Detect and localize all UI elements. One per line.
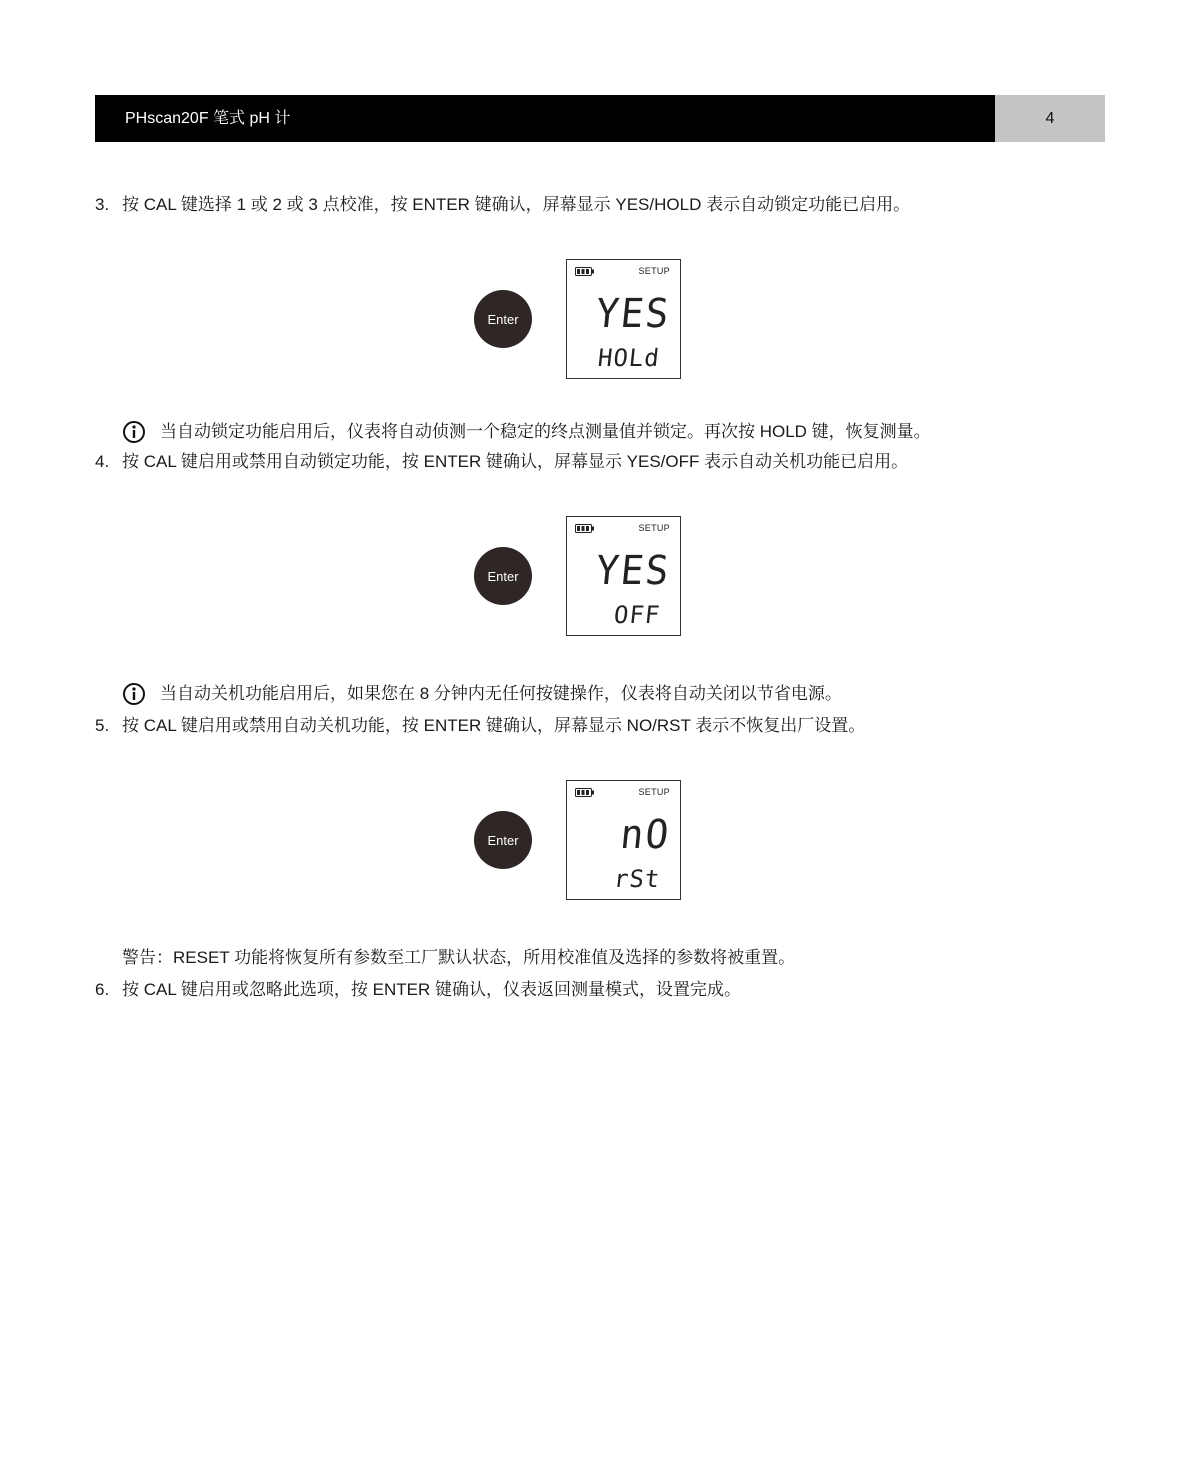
sub-readout: OFF — [612, 601, 662, 629]
step-number: 5. — [95, 716, 110, 735]
step-number: 4. — [95, 452, 110, 471]
setup-indicator: SETUP — [638, 523, 670, 533]
step-text: 按 CAL 键启用或忽略此选项，按 ENTER 键确认，仪表返回测量模式，设置完成。 — [122, 980, 741, 999]
sub-readout: HOLd — [596, 344, 662, 372]
battery-full-icon — [575, 524, 595, 533]
enter-button: Enter — [474, 290, 532, 348]
step-number: 6. — [95, 980, 110, 999]
manual-title: PHscan20F 笔式 pH 计 — [95, 95, 995, 142]
page-number: 4 — [995, 95, 1105, 142]
step-text: 按 CAL 键启用或禁用自动关机功能，按 ENTER 键确认，屏幕显示 NO/RST 表示不恢复出厂设置。 — [122, 716, 866, 735]
battery-full-icon — [575, 267, 595, 276]
main-readout: YES — [593, 291, 673, 337]
setup-indicator: SETUP — [638, 787, 670, 797]
main-readout: YES — [593, 548, 673, 594]
step-4 — [95, 450, 908, 474]
note-text: 当自动关机功能启用后，如果您在 8 分钟内无任何按键操作，仪表将自动关闭以节省电源。 — [160, 684, 842, 703]
step-text: 按 CAL 键选择 1 或 2 或 3 点校准，按 ENTER 键确认，屏幕显示 YES/HOLD 表示自动锁定功能已启用。 — [122, 195, 911, 214]
enter-button: Enter — [474, 811, 532, 869]
lcd-display — [566, 259, 681, 379]
reset-warning: 警告：RESET 功能将恢复所有参数至工厂默认状态，所用校准值及选择的参数将被重置。 — [122, 948, 796, 967]
main-readout: nO — [618, 812, 673, 858]
step-5 — [95, 714, 865, 738]
step-3 — [95, 193, 910, 217]
info-circle-icon — [122, 682, 146, 706]
sub-readout: rSt — [612, 865, 662, 893]
note-text: 当自动锁定功能启用后，仪表将自动侦测一个稳定的终点测量值并锁定。再次按 HOLD 键，恢复测量。 — [160, 422, 931, 441]
info-note-auto-off — [122, 682, 842, 706]
step-text: 按 CAL 键启用或禁用自动锁定功能，按 ENTER 键确认，屏幕显示 YES/OFF 表示自动关机功能已启用。 — [122, 452, 909, 471]
figure-yes-hold — [474, 259, 684, 379]
figure-yes-off — [474, 516, 684, 636]
lcd-display — [566, 516, 681, 636]
step-number: 3. — [95, 195, 110, 214]
setup-indicator: SETUP — [638, 266, 670, 276]
lcd-display — [566, 780, 681, 900]
step-6 — [95, 978, 741, 1002]
info-note-hold — [122, 420, 931, 444]
info-circle-icon — [122, 420, 146, 444]
page-header — [95, 95, 1105, 142]
battery-full-icon — [575, 788, 595, 797]
figure-no-rst — [474, 780, 684, 900]
enter-button: Enter — [474, 547, 532, 605]
